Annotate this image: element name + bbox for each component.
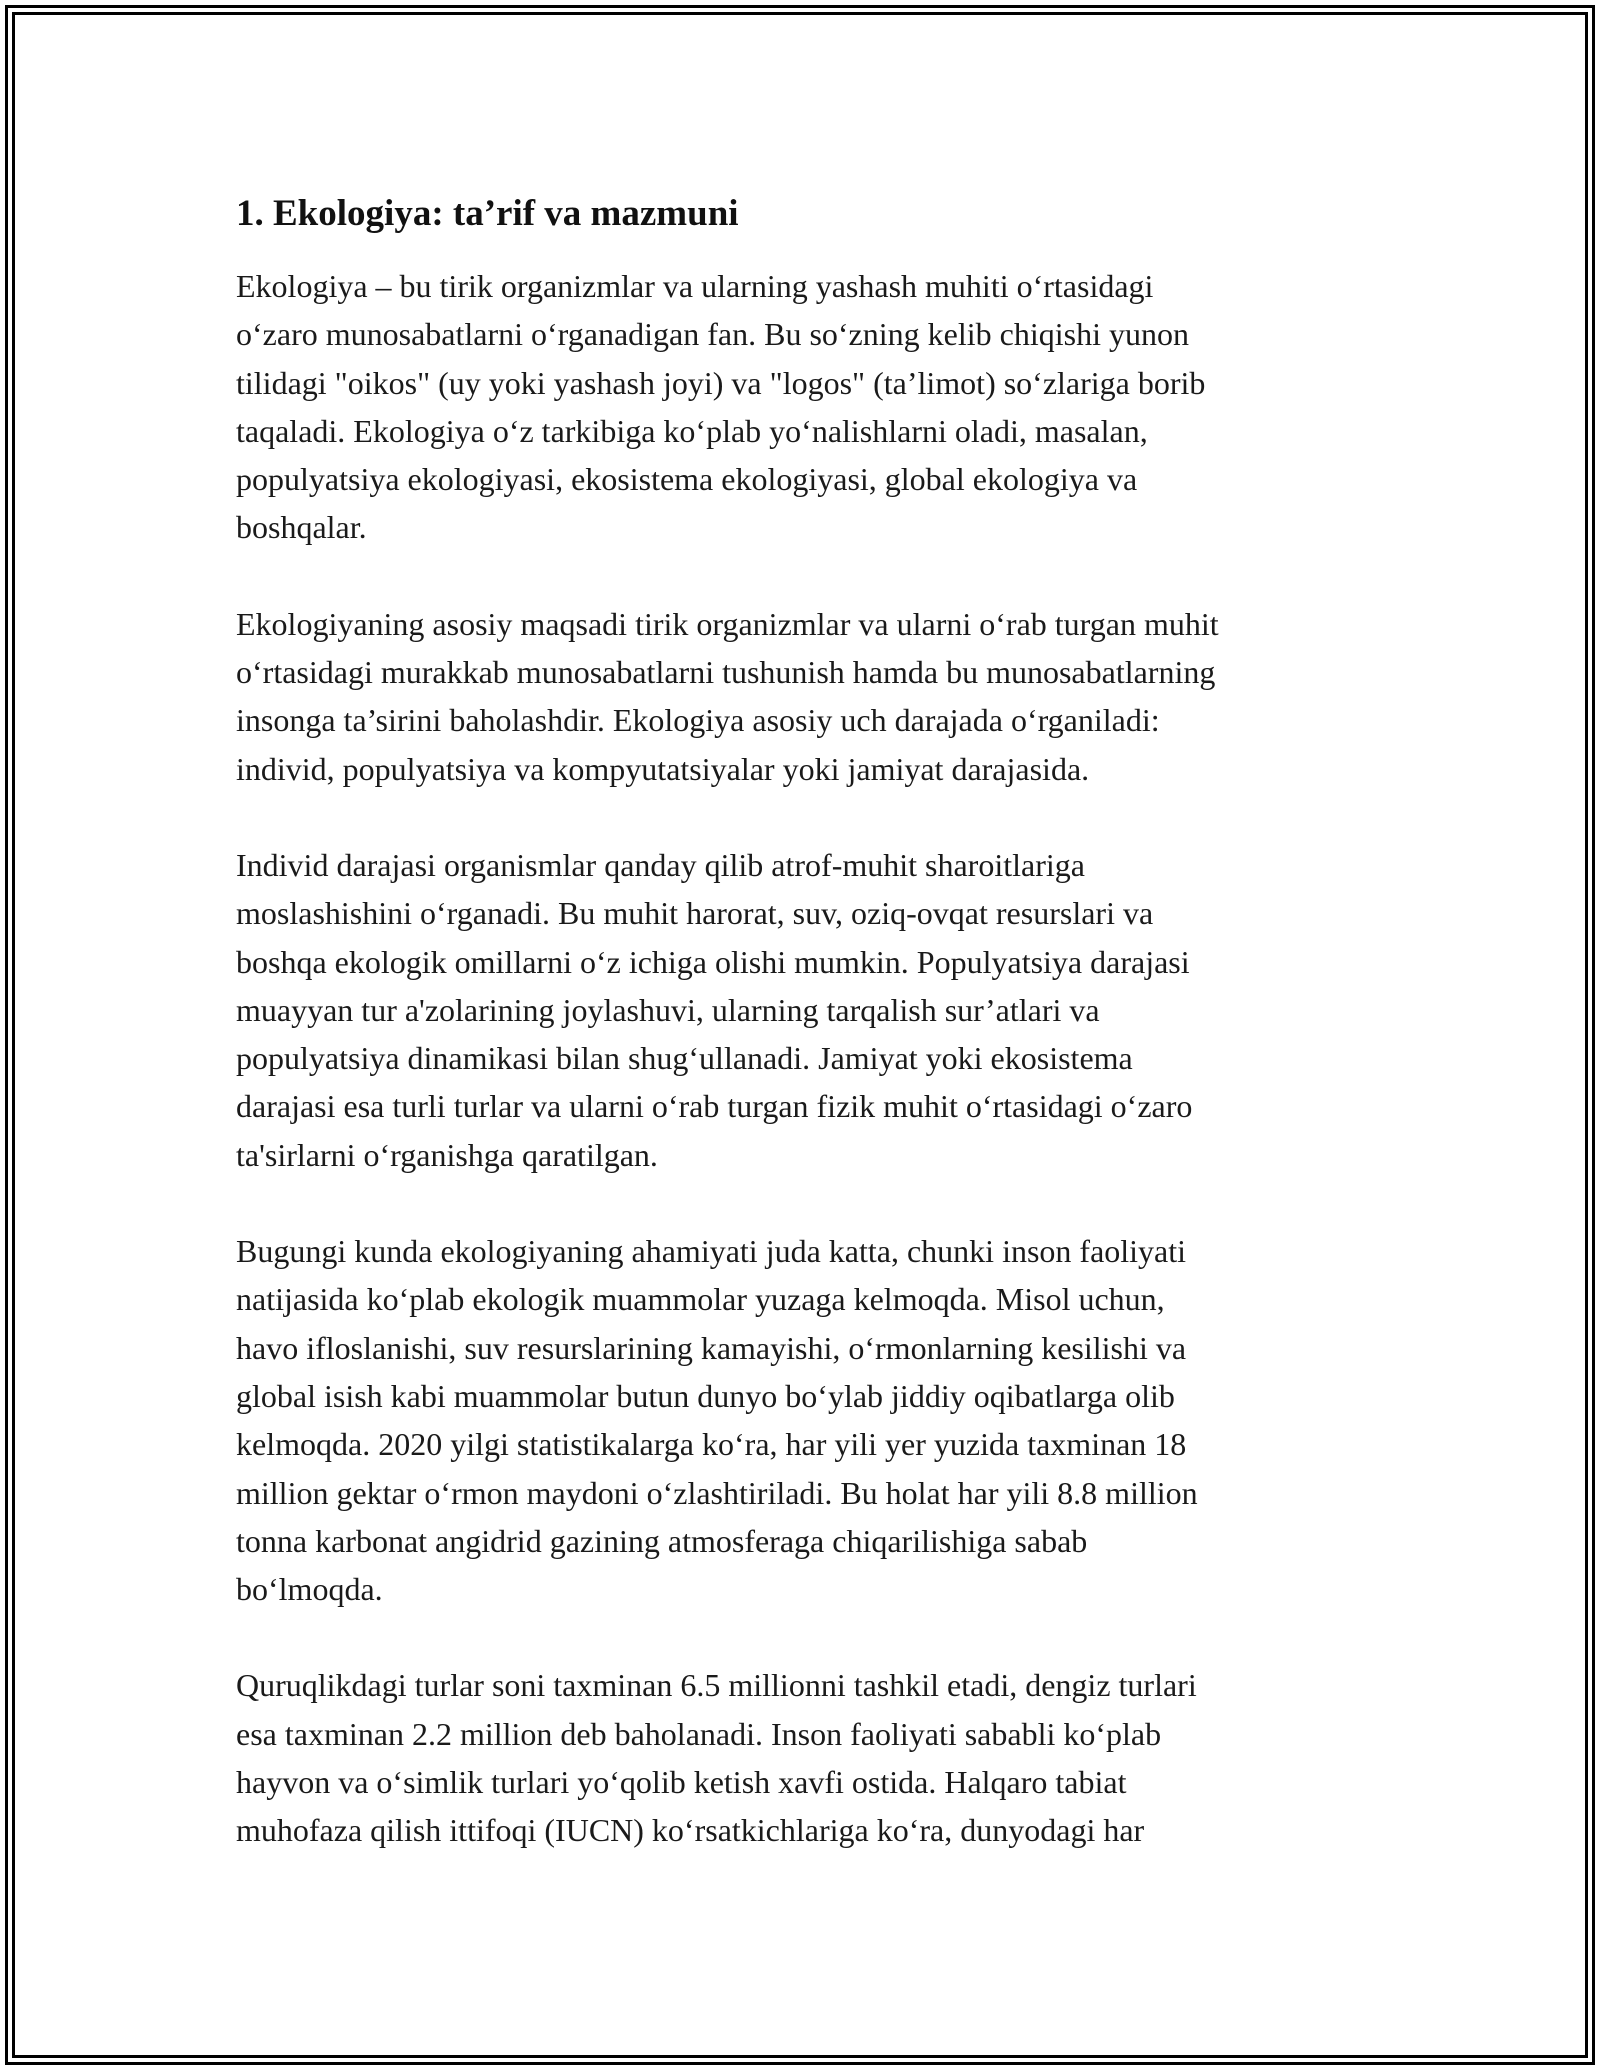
text-line: moslashishini oʻrganadi. Bu muhit harorat, suv, oziq-ovqat resurslari va — [236, 895, 1154, 932]
document-body — [236, 190, 1386, 1903]
text-line: darajasi esa turli turlar va ularni oʻrab turgan fizik muhit oʻrtasidagi oʻzaro — [236, 1088, 1193, 1125]
text-line: boshqalar. — [236, 509, 367, 546]
text-line: Ekologiya – bu tirik organizmlar va ularning yashash muhiti oʻrtasidagi — [236, 268, 1154, 304]
text-line: havo ifloslanishi, suv resurslarining kamayishi, oʻrmonlarning kesilishi va — [236, 1329, 1187, 1366]
text-line: muayyan tur a'zolarining joylashuvi, ularning tarqalish sur’atlari va — [236, 991, 1100, 1028]
text-line: taqaladi. Ekologiya oʻz tarkibiga koʻplab yoʻnalishlarni oladi, masalan, — [236, 412, 1148, 449]
text-line: tonna karbonat angidrid gazining atmosferaga chiqarilishiga sabab — [236, 1522, 1088, 1559]
paragraph-definition — [236, 262, 1386, 552]
text-line: kelmoqda. 2020 yilgi statistikalarga koʻra, har yili yer yuzida taxminan 18 — [236, 1426, 1187, 1463]
text-line: million gektar oʻrmon maydoni oʻzlashtiriladi. Bu holat har yili 8.8 million — [236, 1474, 1198, 1511]
text-line: ta'sirlarni oʻrganishga qaratilgan. — [236, 1136, 658, 1173]
text-line: boshqa ekologik omillarni oʻz ichiga olishi mumkin. Populyatsiya darajasi — [236, 943, 1190, 980]
text-line: oʻzaro munosabatlarni oʻrganadigan fan. Bu soʻzning kelib chiqishi yunon — [236, 316, 1189, 353]
text-line: Quruqlikdagi turlar soni taxminan 6.5 millionni tashkil etadi, dengiz turlari — [236, 1667, 1197, 1704]
text-line: populyatsiya dinamikasi bilan shugʻullanadi. Jamiyat yoki ekosistema — [236, 1040, 1133, 1077]
text-line: esa taxminan 2.2 million deb baholanadi. Inson faoliyati sababli koʻplab — [236, 1715, 1162, 1752]
text-line: Ekologiyaning asosiy maqsadi tirik organizmlar va ularni oʻrab turgan muhit — [236, 605, 1219, 642]
paragraph-levels — [236, 841, 1386, 1179]
text-line: hayvon va oʻsimlik turlari yoʻqolib ketish xavfi ostida. Halqaro tabiat — [236, 1764, 1127, 1801]
text-line: boʻlmoqda. — [236, 1571, 383, 1608]
section-heading: 1. Ekologiya: ta’rif va mazmuni — [236, 193, 739, 234]
text-line: individ, populyatsiya va kompyutatsiyalar yoki jamiyat darajasida. — [236, 750, 1090, 787]
text-line: Bugungi kunda ekologiyaning ahamiyati juda katta, chunki inson faoliyati — [236, 1233, 1187, 1270]
text-line: global isish kabi muammolar butun dunyo boʻylab jiddiy oqibatlarga olib — [236, 1377, 1175, 1414]
paragraph-importance — [236, 1227, 1386, 1613]
text-line: natijasida koʻplab ekologik muammolar yuzaga kelmoqda. Misol uchun, — [236, 1281, 1165, 1318]
paragraph-species — [236, 1661, 1386, 1854]
text-line: Individ darajasi organismlar qanday qilib atrof-muhit sharoitlariga — [236, 846, 1085, 883]
paragraph-goal — [236, 600, 1386, 793]
text-line: muhofaza qilish ittifoqi (IUCN) koʻrsatkichlariga koʻra, dunyodagi har — [236, 1812, 1145, 1849]
text-line: oʻrtasidagi murakkab munosabatlarni tushunish hamda bu munosabatlarning — [236, 654, 1216, 691]
text-line: populyatsiya ekologiyasi, ekosistema ekologiyasi, global ekologiya va — [236, 461, 1138, 498]
text-line: tilidagi "oikos" (uy yoki yashash joyi) va "logos" (ta’limot) soʻzlariga borib — [236, 364, 1206, 401]
text-line: insonga ta’sirini baholashdir. Ekologiya asosiy uch darajada oʻrganiladi: — [236, 702, 1160, 739]
